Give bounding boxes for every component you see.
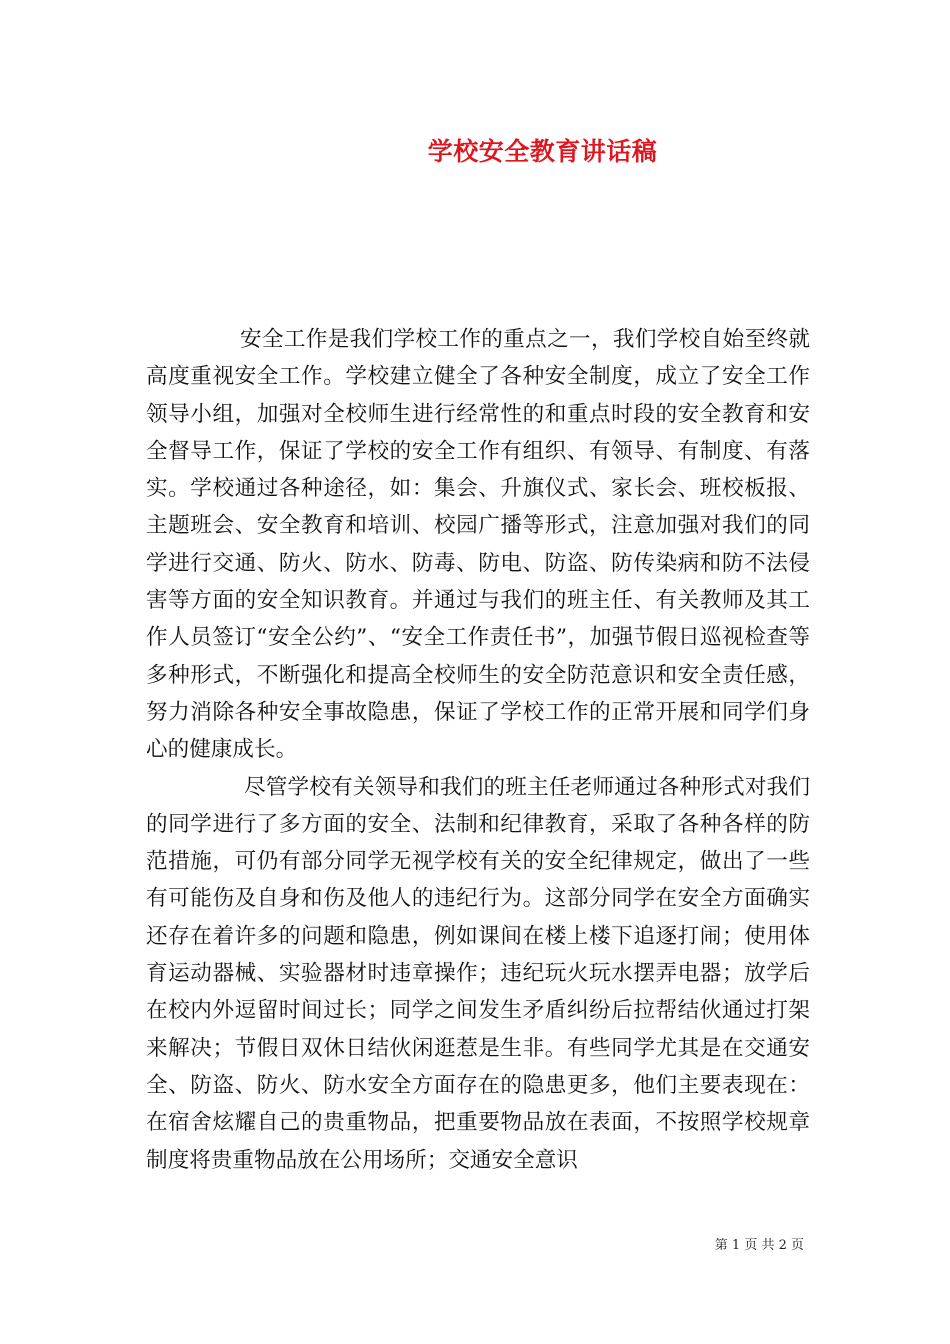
document-title: 学校安全教育讲话稿 xyxy=(427,137,658,166)
body-paragraph: 安全工作是我们学校工作的重点之一，我们学校自始至终就高度重视安全工作。学校建立健全了各种安全制度，成立了安全工作领导小组，加强对全校师生进行经常性的和重点时段的安全教育和安全督导工作，保证了学校的安全工作有组织、有领导、有制度、有落实。学校通过各种途径，如：集会、升旗仪式、家长会、班校板报、主题班会、安全教育和培训、校园广播等形式，注意加强对我们的同学进行交通、防火、防水、防毒、防电、防盗、防传染病和防不法侵害等方面的安全知识教育。并通过与我们的班主任、有关教师及其工作人员签订“安全公约”、“安全工作责任书”，加强节假日巡视检查等多种形式，不断强化和提高全校师生的安全防范意识和安全责任感，努力消除各种安全事故隐患，保证了学校工作的正常开展和同学们身心的健康成长。 xyxy=(146,327,810,763)
body-paragraph: 尽管学校有关领导和我们的班主任老师通过各种形式对我们的同学进行了多方面的安全、法制和纪律教育，采取了各种各样的防范措施，可仍有部分同学无视学校有关的安全纪律规定，做出了一些有可能伤及自身和伤及他人的违纪行为。这部分同学在安全方面确实还存在着许多的问题和隐患，例如课间在楼上楼下追逐打闹；使用体育运动器械、实验器材时违章操作；违纪玩火玩水摆弄电器；放学后在校内外逗留时间过长；同学之间发生矛盾纠纷后拉帮结伙通过打架来解决；节假日双休日结伙闲逛惹是生非。有些同学尤其是在交通安全、防盗、防火、防水安全方面存在的隐患更多，他们主要表现在：在宿舍炫耀自己的贵重物品，把重要物品放在表面，不按照学校规章制度将贵重物品放在公用场所；交通安全意识 xyxy=(146,774,810,1173)
document-body xyxy=(146,321,810,1179)
page-number-footer: 第 1 页 共 2 页 xyxy=(714,1238,804,1253)
